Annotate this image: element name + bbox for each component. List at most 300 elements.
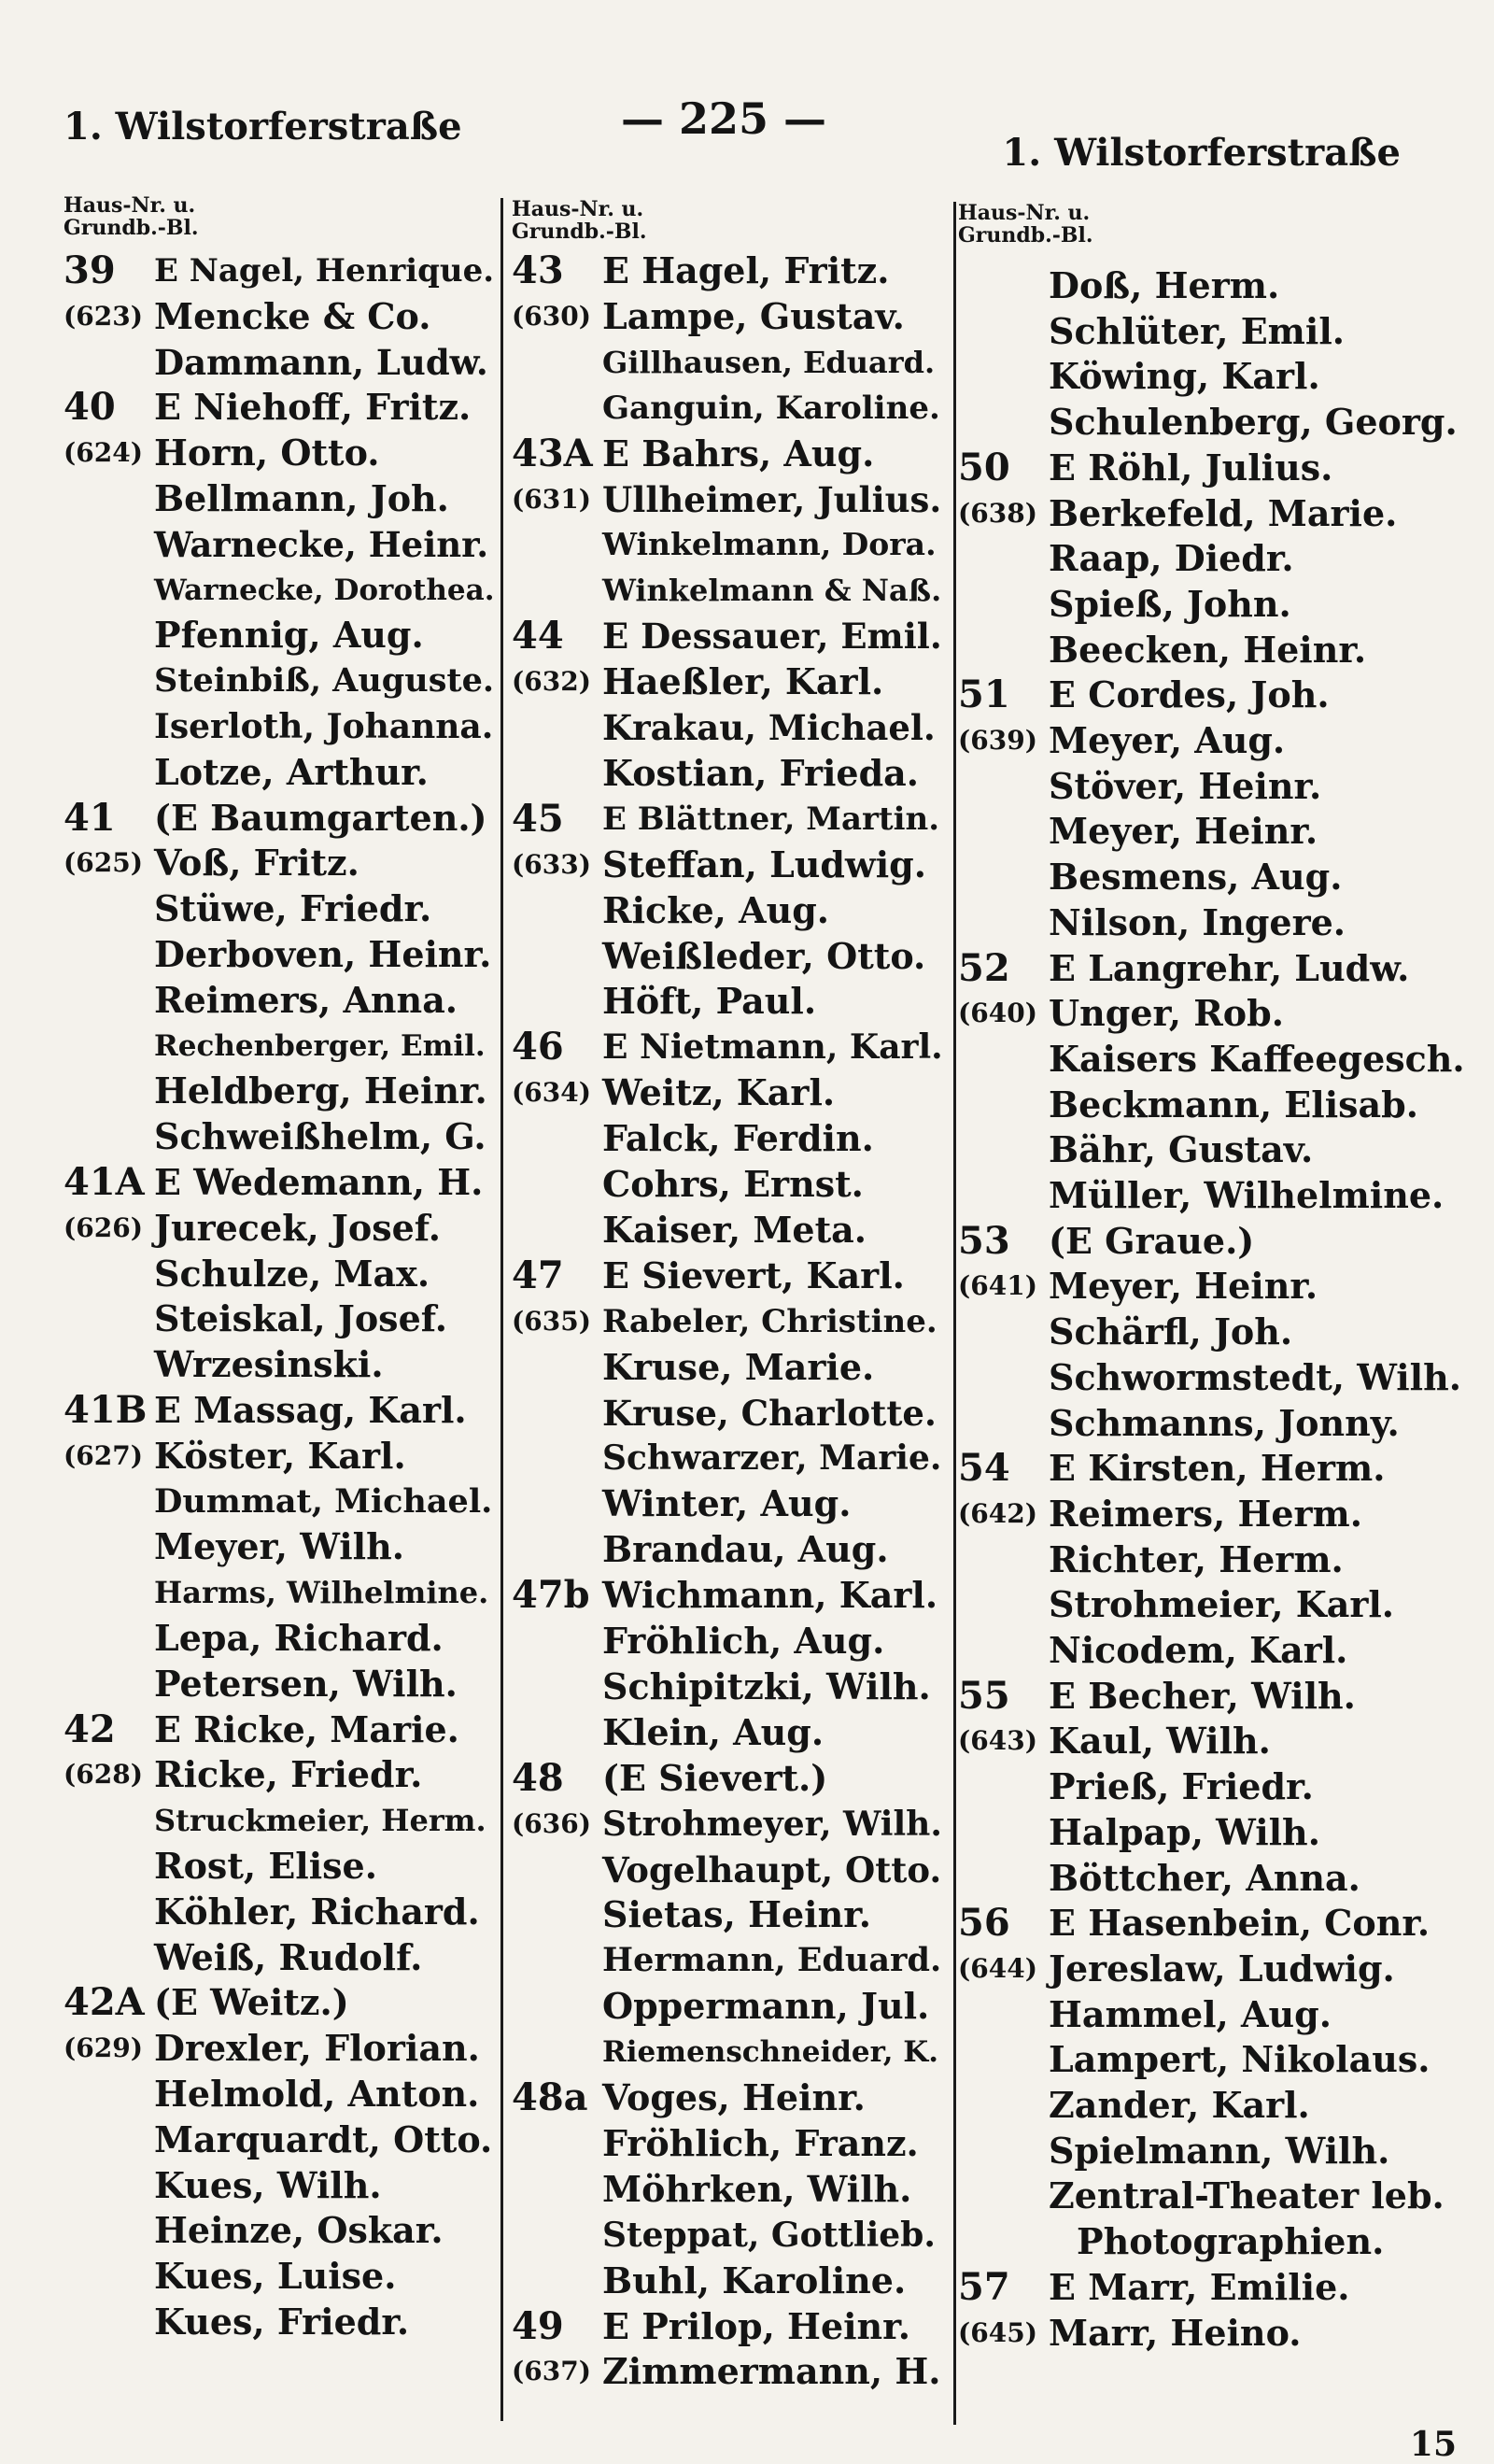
resident-name: Haeßler, Karl. — [602, 660, 884, 703]
directory-entry — [63, 2072, 495, 2117]
resident-name: E Langrehr, Ludw. — [1049, 946, 1410, 989]
resident-name: Nicodem, Karl. — [1049, 1629, 1348, 1671]
land-register-number: (638) — [958, 497, 1037, 529]
house-number: 56 — [958, 1901, 1010, 1946]
directory-entry — [512, 751, 943, 796]
directory-entry — [958, 1764, 1476, 1809]
directory-entry — [63, 1752, 495, 1797]
directory-entry — [63, 932, 495, 977]
directory-entry — [512, 294, 943, 339]
resident-name: Müller, Wilhelmine. — [1049, 1174, 1445, 1216]
page-number: — 225 — — [620, 93, 827, 144]
resident-name: Fröhlich, Aug. — [602, 1620, 885, 1662]
resident-name: E Niehoff, Fritz. — [154, 386, 472, 429]
directory-entry — [63, 796, 495, 841]
directory-entry — [512, 614, 943, 658]
house-number: 47b — [512, 1573, 590, 1618]
directory-entry — [958, 1856, 1476, 1901]
directory-entry — [512, 1208, 943, 1253]
directory-entry — [512, 1710, 943, 1755]
resident-name: Kues, Luise. — [154, 2255, 397, 2298]
resident-name: Hermann, Eduard. — [602, 1941, 942, 1980]
resident-name: Richter, Herm. — [1049, 1537, 1344, 1580]
directory-entry — [958, 628, 1476, 673]
directory-entry — [958, 809, 1476, 854]
resident-name: Unger, Rob. — [1049, 992, 1284, 1035]
resident-name: Hammel, Aug. — [1049, 1992, 1332, 2035]
directory-entry — [63, 2117, 495, 2162]
resident-name: Heldberg, Heinr. — [154, 1069, 487, 1112]
directory-entry — [958, 1310, 1476, 1354]
directory-entry — [63, 2026, 495, 2071]
resident-name: E Ricke, Marie. — [154, 1707, 459, 1750]
resident-name: Berkefeld, Marie. — [1049, 491, 1398, 534]
resident-name: Kaisers Kaffeegesch. — [1049, 1037, 1465, 1080]
house-number: 46 — [512, 1025, 564, 1069]
directory-entry — [512, 1984, 943, 2029]
directory-entry — [63, 431, 495, 475]
directory-entry — [958, 2083, 1476, 2128]
resident-name: E Dessauer, Emil. — [602, 616, 942, 658]
land-register-number: (625) — [63, 847, 143, 879]
directory-entry — [958, 1582, 1476, 1627]
directory-entry — [512, 979, 943, 1024]
resident-name: Meyer, Heinr. — [1049, 810, 1318, 853]
land-register-number: (633) — [512, 848, 591, 880]
land-register-number: (630) — [512, 300, 591, 332]
house-number: 41B — [63, 1388, 148, 1432]
resident-name: Riemenschneider, K. — [602, 2035, 939, 2070]
directory-entry — [958, 309, 1476, 354]
directory-entry — [512, 705, 943, 750]
land-register-number: (629) — [63, 2032, 143, 2064]
directory-entry — [512, 1527, 943, 1572]
directory-entry — [63, 2254, 495, 2299]
resident-name: (E Weitz.) — [154, 1981, 349, 2024]
land-register-number: (636) — [512, 1807, 591, 1839]
directory-entry — [512, 2075, 943, 2120]
directory-entry — [63, 1616, 495, 1661]
resident-name: Schlüter, Emil. — [1049, 309, 1345, 352]
house-number: 41A — [63, 1160, 145, 1204]
directory-entry — [958, 2129, 1476, 2174]
resident-name: Weißleder, Otto. — [602, 934, 926, 977]
directory-entry — [512, 2030, 943, 2075]
directory-entry — [512, 1253, 943, 1298]
directory-entry — [63, 750, 495, 795]
resident-name: Raap, Diedr. — [1049, 537, 1294, 580]
directory-entry — [958, 900, 1476, 945]
directory-entry — [512, 1116, 943, 1161]
land-register-number: (634) — [512, 1077, 591, 1109]
resident-name: E Massag, Karl. — [154, 1389, 467, 1431]
resident-name: Strohmeier, Karl. — [1049, 1583, 1395, 1626]
land-register-number: (635) — [512, 1305, 591, 1337]
directory-entry — [63, 340, 495, 385]
directory-entry — [958, 2311, 1476, 2356]
directory-entry — [958, 1446, 1476, 1491]
resident-name: Lampe, Gustav. — [602, 294, 905, 337]
directory-entry — [63, 1296, 495, 1341]
resident-name: Schwarzer, Marie. — [602, 1438, 942, 1479]
directory-entry — [63, 1069, 495, 1113]
land-register-number: (642) — [958, 1497, 1037, 1529]
directory-entry — [63, 568, 495, 613]
directory-entry — [958, 1037, 1476, 1082]
directory-entry — [63, 1980, 495, 2025]
directory-entry — [958, 1810, 1476, 1855]
resident-name: Marquardt, Otto. — [154, 2117, 493, 2160]
directory-entry — [958, 1083, 1476, 1127]
resident-name: E Kirsten, Herm. — [1049, 1447, 1386, 1490]
directory-entry — [958, 2219, 1476, 2264]
column-header-line: Haus-Nr. u. — [512, 197, 644, 221]
column-header — [63, 194, 199, 239]
resident-name: Reimers, Herm. — [1049, 1492, 1362, 1535]
directory-entry — [512, 2304, 943, 2349]
house-number: 39 — [63, 248, 116, 292]
resident-name: Kues, Wilh. — [154, 2163, 382, 2206]
resident-name: Meyer, Heinr. — [1049, 1265, 1318, 1308]
directory-entry — [63, 1935, 495, 1980]
house-number: 44 — [512, 614, 564, 658]
directory-entry — [512, 888, 943, 933]
directory-entry — [512, 1619, 943, 1664]
street-header-right: 1. Wilstorferstraße — [1002, 131, 1401, 175]
resident-name: Cohrs, Ernst. — [602, 1163, 864, 1205]
resident-name: Rost, Elise. — [154, 1845, 377, 1887]
resident-name: Struckmeier, Herm. — [154, 1803, 486, 1839]
resident-name: Steffan, Ludwig. — [602, 843, 926, 885]
directory-entry — [512, 659, 943, 704]
directory-entry — [512, 1756, 943, 1801]
land-register-number: (628) — [63, 1759, 143, 1791]
directory-entry — [958, 1401, 1476, 1446]
directory-entry — [512, 2121, 943, 2166]
resident-name: Helmold, Anton. — [154, 2073, 480, 2115]
resident-name: Halpap, Wilh. — [1049, 1810, 1320, 1853]
land-register-number: (640) — [958, 998, 1037, 1029]
resident-name: Bähr, Gustav. — [1049, 1128, 1314, 1171]
directory-entry — [512, 1664, 943, 1709]
resident-name: Kruse, Marie. — [602, 1345, 875, 1388]
directory-entry — [958, 354, 1476, 399]
land-register-number: (641) — [958, 1270, 1037, 1302]
resident-name: Gillhausen, Eduard. — [602, 344, 936, 380]
resident-name: Schwormstedt, Wilh. — [1049, 1355, 1461, 1398]
resident-name: Krakau, Michael. — [602, 707, 936, 748]
resident-name: Mencke & Co. — [154, 294, 431, 337]
resident-name: Möhrken, Wilh. — [602, 2167, 912, 2210]
directory-entry — [63, 978, 495, 1023]
resident-name: Drexler, Florian. — [154, 2027, 480, 2070]
directory-entry — [63, 2163, 495, 2208]
resident-name: Köster, Karl. — [154, 1434, 406, 1477]
directory-entry — [512, 568, 943, 613]
directory-entry — [63, 1570, 495, 1615]
resident-name: Harms, Wilhelmine. — [154, 1575, 489, 1611]
resident-name: Warnecke, Heinr. — [154, 523, 489, 565]
directory-entry — [958, 1173, 1476, 1218]
house-number: 49 — [512, 2303, 564, 2348]
directory-entry — [512, 1345, 943, 1390]
resident-name: Spieß, John. — [1049, 582, 1291, 625]
resident-name: Sietas, Heinr. — [602, 1893, 871, 1936]
directory-entry — [958, 1674, 1476, 1719]
directory-entry — [63, 841, 495, 885]
directory-entry — [512, 2167, 943, 2212]
resident-name: Jereslaw, Ludwig. — [1049, 1947, 1395, 1990]
resident-name: Doß, Herm. — [1049, 264, 1280, 306]
resident-name: E Prilop, Heinr. — [602, 2304, 910, 2347]
resident-name: Falck, Ferdin. — [602, 1117, 874, 1160]
directory-entry — [958, 2265, 1476, 2310]
resident-name: Schärfl, Joh. — [1049, 1310, 1293, 1353]
resident-name: Steinbiß, Auguste. — [154, 661, 495, 701]
resident-name: Dammann, Ludw. — [154, 341, 488, 383]
resident-name: Lampert, Nikolaus. — [1049, 2038, 1431, 2081]
directory-entry — [512, 477, 943, 522]
resident-name: Voß, Fritz. — [154, 842, 359, 885]
resident-name: Fröhlich, Franz. — [602, 2121, 919, 2164]
resident-name: Dummat, Michael. — [154, 1481, 493, 1521]
house-number: 42A — [63, 1980, 145, 2025]
house-number: 54 — [958, 1446, 1010, 1491]
land-register-number: (623) — [63, 300, 143, 332]
column-header-line: Grundb.-Bl. — [958, 223, 1093, 248]
directory-entry — [958, 491, 1476, 536]
resident-name: Heinze, Oskar. — [154, 2209, 444, 2252]
house-number: 40 — [63, 385, 116, 430]
directory-entry — [63, 886, 495, 931]
directory-entry — [63, 2208, 495, 2253]
directory-entry — [958, 1537, 1476, 1582]
house-number: 50 — [958, 445, 1010, 489]
house-number: 48 — [512, 1755, 564, 1800]
directory-entry — [958, 2174, 1476, 2218]
resident-name: E Hasenbein, Conr. — [1049, 1902, 1431, 1945]
house-number: 47 — [512, 1253, 564, 1297]
resident-name: E Sievert, Karl. — [602, 1253, 905, 1296]
directory-entry — [958, 2037, 1476, 2082]
directory-entry — [512, 1573, 943, 1618]
directory-entry — [63, 476, 495, 521]
resident-name: Nilson, Ingere. — [1049, 900, 1346, 943]
directory-entry — [958, 1628, 1476, 1673]
directory-entry — [63, 1388, 495, 1433]
resident-name: Spielmann, Wilh. — [1049, 2129, 1390, 2172]
resident-name: Zimmermann, H. — [602, 2350, 941, 2393]
resident-name: Beckmann, Elisab. — [1049, 1083, 1418, 1126]
column-header-line: Haus-Nr. u. — [958, 201, 1091, 225]
directory-entry — [958, 400, 1476, 445]
directory-entry — [63, 1434, 495, 1479]
directory-entry — [958, 1992, 1476, 2037]
directory-entry — [63, 613, 495, 658]
column-rule — [953, 202, 956, 2425]
resident-name: E Marr, Emilie. — [1049, 2265, 1350, 2308]
resident-name: E Cordes, Joh. — [1049, 673, 1330, 716]
directory-entry — [958, 718, 1476, 763]
resident-name: Schweißhelm, G. — [154, 1115, 486, 1158]
resident-name: Iserloth, Johanna. — [154, 707, 494, 746]
directory-entry — [512, 1892, 943, 1937]
directory-entry — [512, 1848, 943, 1892]
resident-name: Zentral-Theater leb. — [1049, 2174, 1445, 2217]
directory-entry — [958, 1127, 1476, 1172]
house-number: 52 — [958, 945, 1010, 990]
directory-entry — [512, 1391, 943, 1436]
resident-name: Buhl, Karoline. — [602, 2259, 907, 2301]
street-header-left: 1. Wilstorferstraße — [63, 105, 462, 149]
directory-entry — [63, 1662, 495, 1706]
resident-name: Rechenberger, Emil. — [154, 1028, 486, 1063]
land-register-number: (644) — [958, 1952, 1037, 1984]
directory-entry — [512, 1070, 943, 1115]
house-number: 43 — [512, 248, 564, 292]
directory-entry — [958, 446, 1476, 490]
directory-entry — [958, 1719, 1476, 1763]
directory-entry — [512, 1025, 943, 1069]
resident-name: Brandau, Aug. — [602, 1528, 889, 1571]
directory-entry — [512, 1436, 943, 1480]
resident-name: E Bahrs, Aug. — [602, 432, 875, 474]
directory-entry — [958, 991, 1476, 1036]
land-register-number: (627) — [63, 1439, 143, 1471]
resident-name: Oppermann, Jul. — [602, 1985, 930, 2028]
resident-name: Petersen, Wilh. — [154, 1662, 458, 1705]
resident-name: Prieß, Friedr. — [1049, 1765, 1314, 1808]
corner-mark: 15 — [1409, 2425, 1457, 2464]
directory-entry — [63, 1252, 495, 1296]
resident-name: Ganguin, Karoline. — [602, 389, 940, 427]
resident-name: Kues, Friedr. — [154, 2301, 410, 2343]
land-register-number: (632) — [512, 666, 591, 698]
directory-entry — [63, 658, 495, 703]
directory-entry — [512, 432, 943, 476]
column-header-line: Grundb.-Bl. — [512, 219, 647, 244]
directory-entry — [63, 704, 495, 749]
land-register-number: (624) — [63, 437, 143, 469]
directory-entry — [958, 855, 1476, 899]
resident-name: (E Graue.) — [1049, 1219, 1255, 1262]
directory-entry — [512, 843, 943, 887]
resident-name: Bellmann, Joh. — [154, 477, 449, 519]
directory-entry — [958, 1264, 1476, 1309]
land-register-number: (645) — [958, 2316, 1037, 2348]
directory-entry — [958, 263, 1476, 308]
resident-name: Steppat, Gottlieb. — [602, 2215, 936, 2255]
land-register-number: (643) — [958, 1725, 1037, 1757]
resident-name: E Wedemann, H. — [154, 1161, 484, 1203]
resident-name: Höft, Paul. — [602, 980, 817, 1023]
resident-name: Lotze, Arthur. — [154, 750, 429, 793]
resident-name: Köwing, Karl. — [1049, 355, 1320, 398]
resident-name: Strohmeyer, Wilh. — [602, 1804, 942, 1844]
directory-entry — [958, 1947, 1476, 1991]
resident-name: Stöver, Heinr. — [1049, 764, 1322, 807]
house-number: 51 — [958, 673, 1010, 717]
directory-entry — [63, 2300, 495, 2344]
directory-entry — [63, 1524, 495, 1569]
resident-name: Schulze, Max. — [154, 1252, 430, 1295]
resident-name: Derboven, Heinr. — [154, 933, 492, 975]
directory-entry — [63, 1206, 495, 1251]
resident-name: Kaul, Wilh. — [1049, 1720, 1271, 1763]
resident-name: Meyer, Aug. — [1049, 719, 1286, 761]
directory-entry — [958, 946, 1476, 991]
resident-name: Marr, Heino. — [1049, 2311, 1302, 2354]
land-register-number: (631) — [512, 483, 591, 515]
land-register-number: (626) — [63, 1211, 143, 1243]
directory-entry — [63, 522, 495, 567]
resident-name: Wrzesinski. — [154, 1343, 384, 1386]
resident-name: Stüwe, Friedr. — [154, 887, 432, 930]
directory-entry — [512, 1162, 943, 1207]
resident-name: Rabeler, Christine. — [602, 1302, 937, 1340]
directory-entry — [958, 1492, 1476, 1536]
resident-name: Horn, Otto. — [154, 432, 380, 474]
land-register-number: (639) — [958, 725, 1037, 756]
resident-name: Böttcher, Anna. — [1049, 1856, 1360, 1899]
resident-name: Beecken, Heinr. — [1049, 628, 1367, 671]
resident-name: Jurecek, Josef. — [154, 1206, 442, 1249]
directory-entry — [63, 1342, 495, 1387]
house-number: 55 — [958, 1673, 1010, 1718]
house-number: 48a — [512, 2075, 588, 2119]
directory-entry — [63, 294, 495, 339]
directory-entry — [512, 2349, 943, 2394]
resident-name: E Blättner, Martin. — [602, 800, 940, 838]
resident-name: Zander, Karl. — [1049, 2084, 1310, 2126]
resident-name: Pfennig, Aug. — [154, 614, 424, 657]
house-number: 41 — [63, 795, 116, 840]
directory-entry — [63, 1480, 495, 1524]
directory-entry — [512, 2259, 943, 2303]
directory-entry — [512, 2213, 943, 2258]
directory-entry — [512, 1481, 943, 1526]
house-number: 43A — [512, 431, 593, 475]
resident-name: Kruse, Charlotte. — [602, 1392, 937, 1434]
directory-entry — [63, 1114, 495, 1159]
directory-entry — [63, 1890, 495, 1934]
resident-name: Kostian, Frieda. — [602, 751, 919, 794]
column-header — [512, 198, 647, 243]
resident-name: Köhler, Richard. — [154, 1890, 480, 1933]
directory-entry — [958, 536, 1476, 581]
directory-entry — [512, 934, 943, 979]
resident-name: Winkelmann, Dora. — [602, 526, 937, 563]
resident-name: Winkelmann & Naß. — [602, 573, 942, 609]
resident-name: E Nietmann, Karl. — [602, 1027, 943, 1068]
resident-name: E Röhl, Julius. — [1049, 446, 1333, 489]
directory-entry — [958, 673, 1476, 717]
resident-name: Lepa, Richard. — [154, 1617, 444, 1659]
resident-name: Schulenberg, Georg. — [1049, 401, 1458, 444]
directory-entry — [512, 1938, 943, 1983]
resident-name: Klein, Aug. — [602, 1710, 825, 1753]
resident-name: E Nagel, Henrique. — [154, 252, 495, 290]
directory-entry — [63, 248, 495, 293]
directory-entry — [512, 522, 943, 567]
resident-name: Warnecke, Dorothea. — [154, 573, 495, 607]
directory-entry — [63, 1024, 495, 1069]
resident-name: Besmens, Aug. — [1049, 856, 1343, 899]
resident-name: E Becher, Wilh. — [1049, 1674, 1356, 1717]
resident-name: Photographien. — [1077, 2220, 1385, 2263]
directory-entry — [63, 1844, 495, 1889]
resident-name: E Hagel, Fritz. — [602, 249, 890, 291]
